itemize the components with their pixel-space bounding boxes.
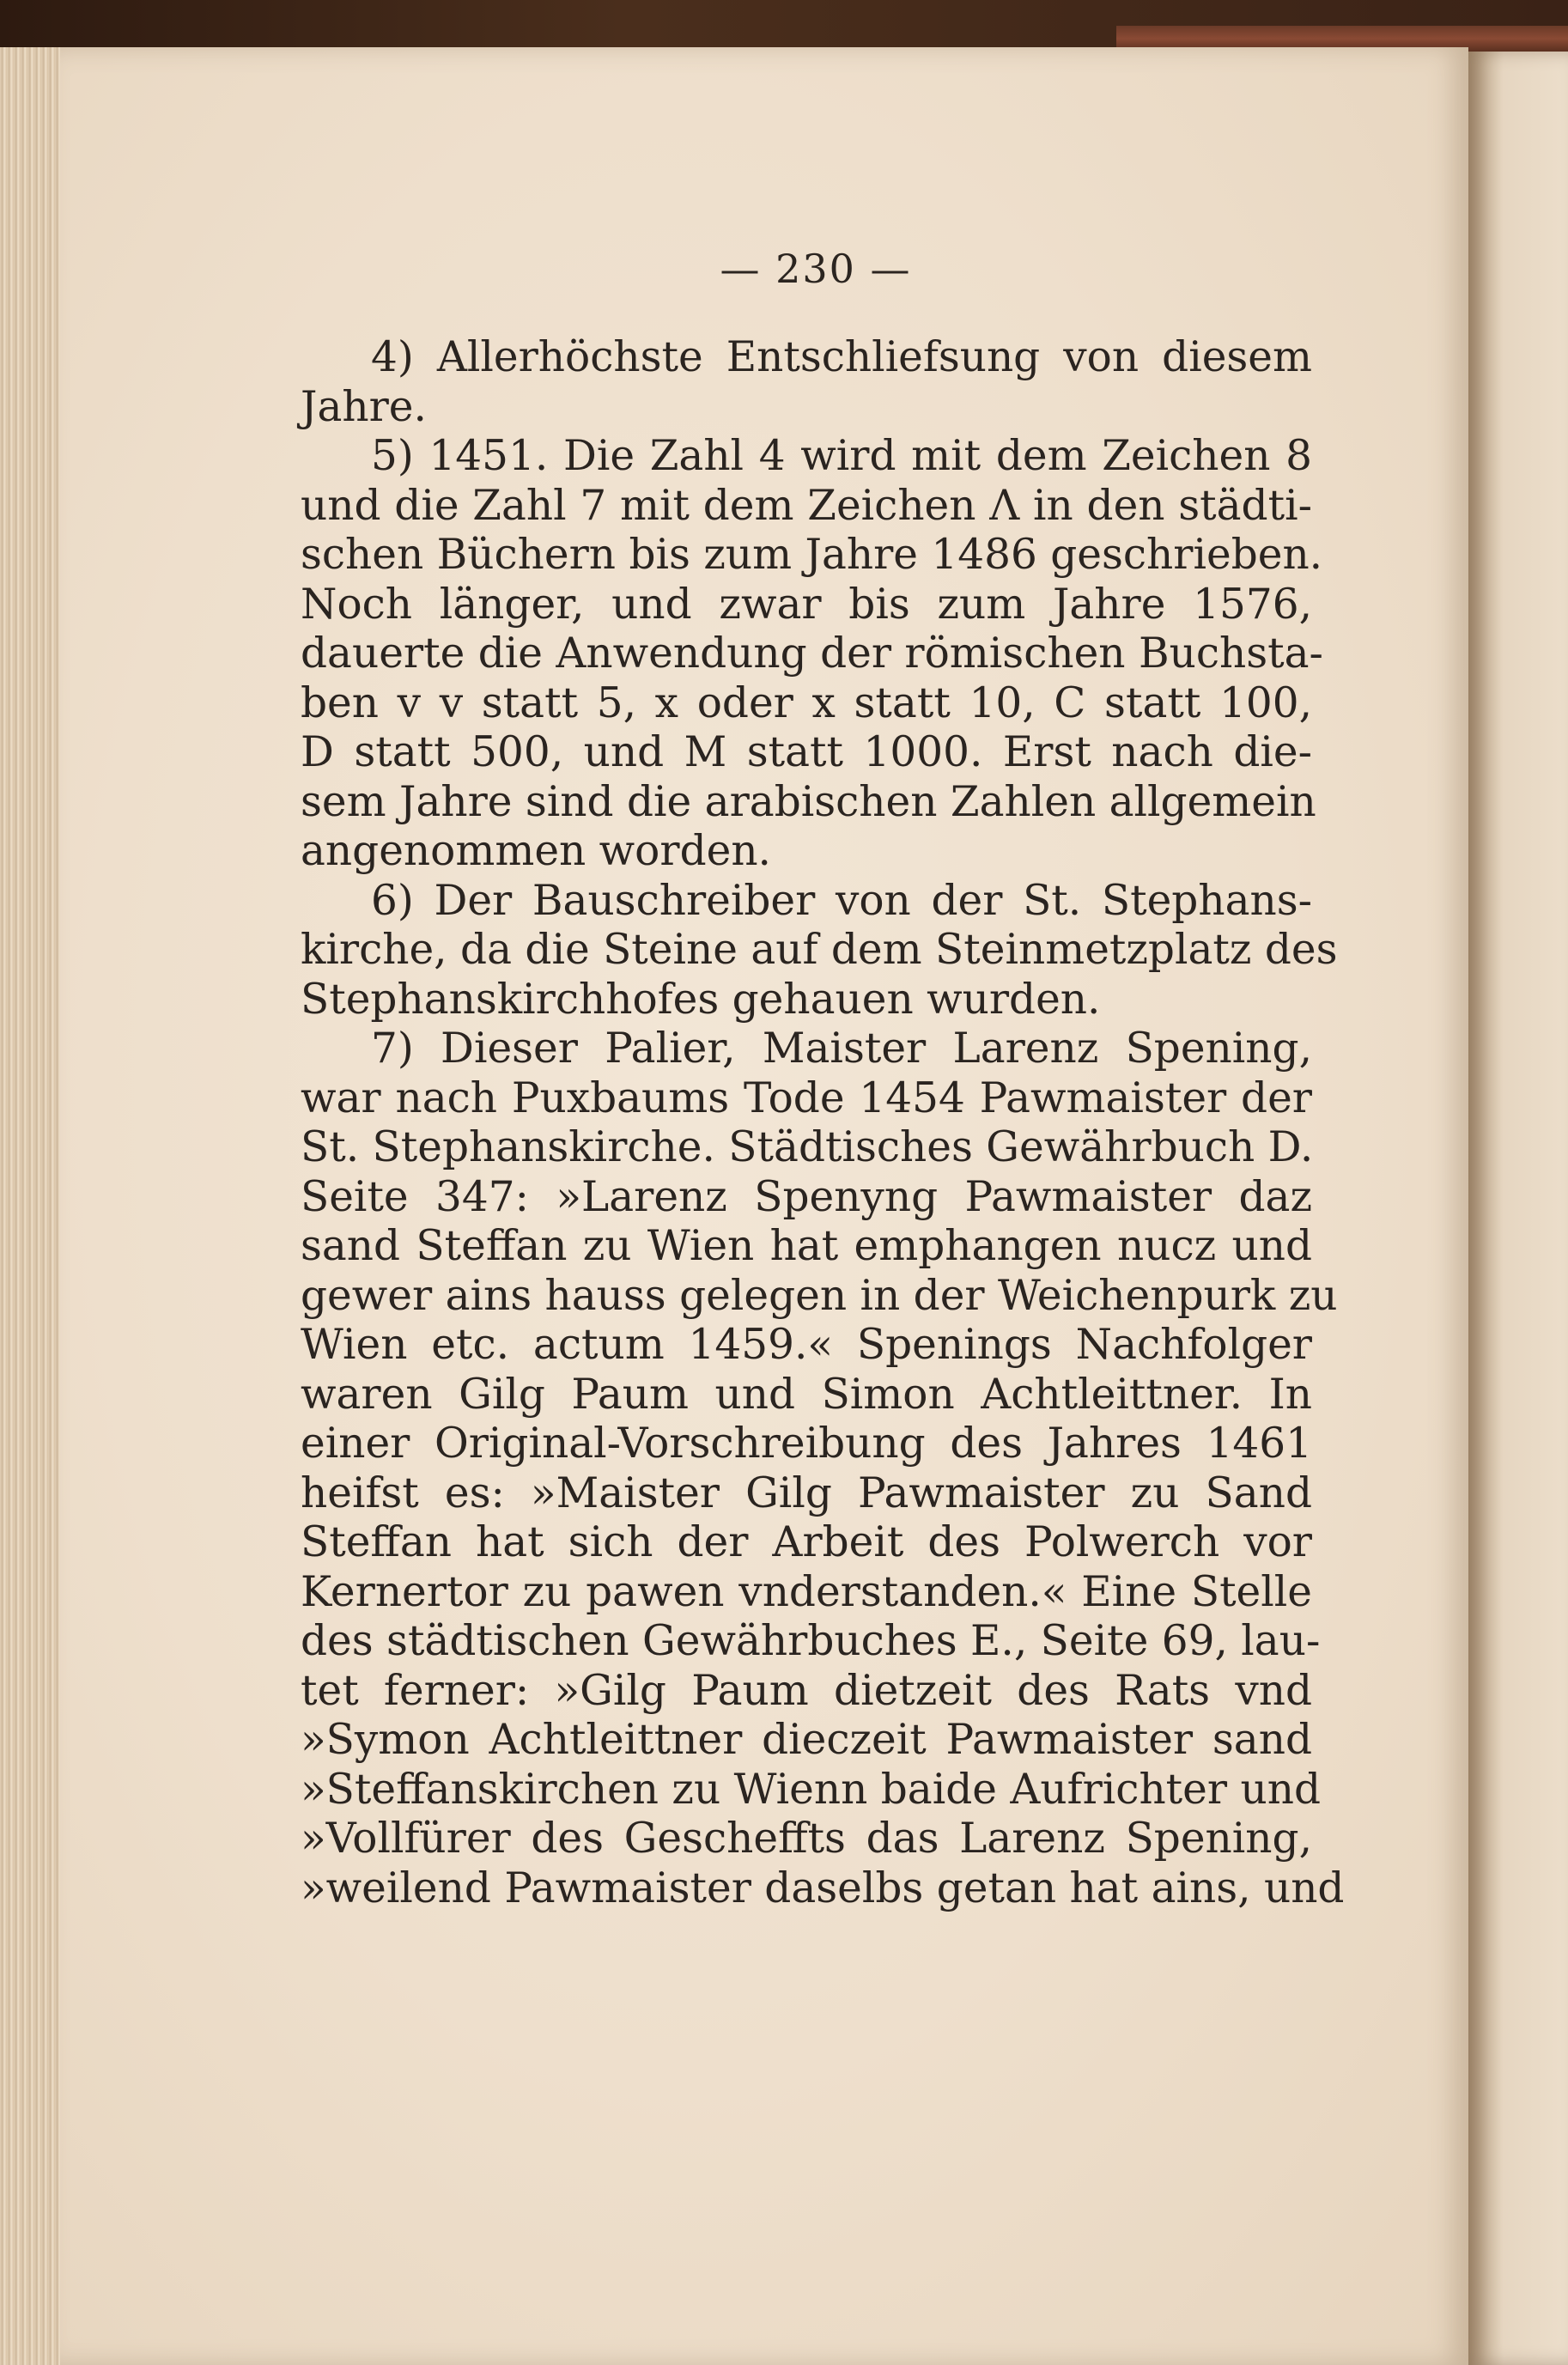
text-line: 4) Allerhöchste Entschliefsung von diesem	[371, 333, 1312, 381]
text-line: »Symon Achtleittner dieczeit Pawmaister sand	[301, 1716, 1312, 1764]
text-line: Wien etc. actum 1459.« Spenings Nachfolger	[301, 1321, 1312, 1369]
note-4	[301, 333, 1312, 432]
text-line: 7) Dieser Palier, Maister Larenz Spening,	[371, 1024, 1312, 1073]
text-line: Jahre.	[301, 382, 427, 431]
text-line: sand Steffan zu Wien hat emphangen nucz und	[301, 1222, 1312, 1270]
text-line: Kernertor zu pawen vnderstanden.« Eine Stelle	[301, 1567, 1312, 1616]
text-line: gewer ains hauss gelegen in der Weichenpurk zu	[301, 1271, 1338, 1320]
page-edges	[0, 47, 60, 2365]
text-line: Seite 347: »Larenz Spenyng Pawmaister daz	[301, 1172, 1312, 1221]
text-line: und die Zahl 7 mit dem Zeichen Λ in den städti-	[301, 481, 1312, 530]
text-line: angenommen worden.	[301, 827, 771, 875]
text-line: kirche, da die Steine auf dem Steinmetzplatz des	[301, 926, 1338, 974]
note-7	[301, 1024, 1345, 1913]
text-line: »weilend Pawmaister daselbs getan hat ains, und	[301, 1863, 1345, 1912]
note-6	[301, 876, 1338, 1025]
text-line: 6) Der Bauschreiber von der St. Stephans-	[371, 876, 1312, 925]
text-line: einer Original-Vorschreibung des Jahres 1461	[301, 1420, 1312, 1468]
text-line: Steffan hat sich der Arbeit des Polwerch vor	[301, 1518, 1312, 1566]
text-line: dauerte die Anwendung der römischen Buchsta-	[301, 629, 1323, 678]
text-line: »Vollfürer des Gescheffts das Larenz Spening,	[301, 1815, 1312, 1863]
text-line: des städtischen Gewährbuches E., Seite 69, lau-	[301, 1617, 1321, 1665]
text-line: Stephanskirchhofes gehauen wurden.	[301, 975, 1101, 1024]
note-5	[301, 432, 1323, 877]
text-line: waren Gilg Paum und Simon Achtleittner. In	[301, 1370, 1312, 1419]
text-line: St. Stephanskirche. Städtisches Gewährbuch D.	[301, 1123, 1314, 1171]
facing-page-edge	[1468, 52, 1568, 2365]
text-line: »Steffanskirchen zu Wienn baide Aufrichter und	[301, 1765, 1321, 1814]
text-line: 5) 1451. Die Zahl 4 wird mit dem Zeichen 8	[371, 432, 1312, 480]
text-line: war nach Puxbaums Tode 1454 Pawmaister der	[301, 1073, 1312, 1122]
text-line: Noch länger, und zwar bis zum Jahre 1576,	[301, 580, 1312, 629]
body-text	[301, 333, 1345, 1913]
text-line: heifst es: »Maister Gilg Pawmaister zu Sand	[301, 1468, 1312, 1517]
text-line: sem Jahre sind die arabischen Zahlen allgemein	[301, 777, 1316, 826]
text-line: ben v v statt 5, x oder x statt 10, C statt 100,	[301, 678, 1312, 727]
page-number: — 230 —	[720, 246, 912, 292]
text-line: tet ferner: »Gilg Paum dietzeit des Rats vnd	[301, 1666, 1312, 1715]
text-line: D statt 500, und M statt 1000. Erst nach die-	[301, 728, 1312, 776]
text-line: schen Büchern bis zum Jahre 1486 geschrieben.	[301, 531, 1323, 579]
